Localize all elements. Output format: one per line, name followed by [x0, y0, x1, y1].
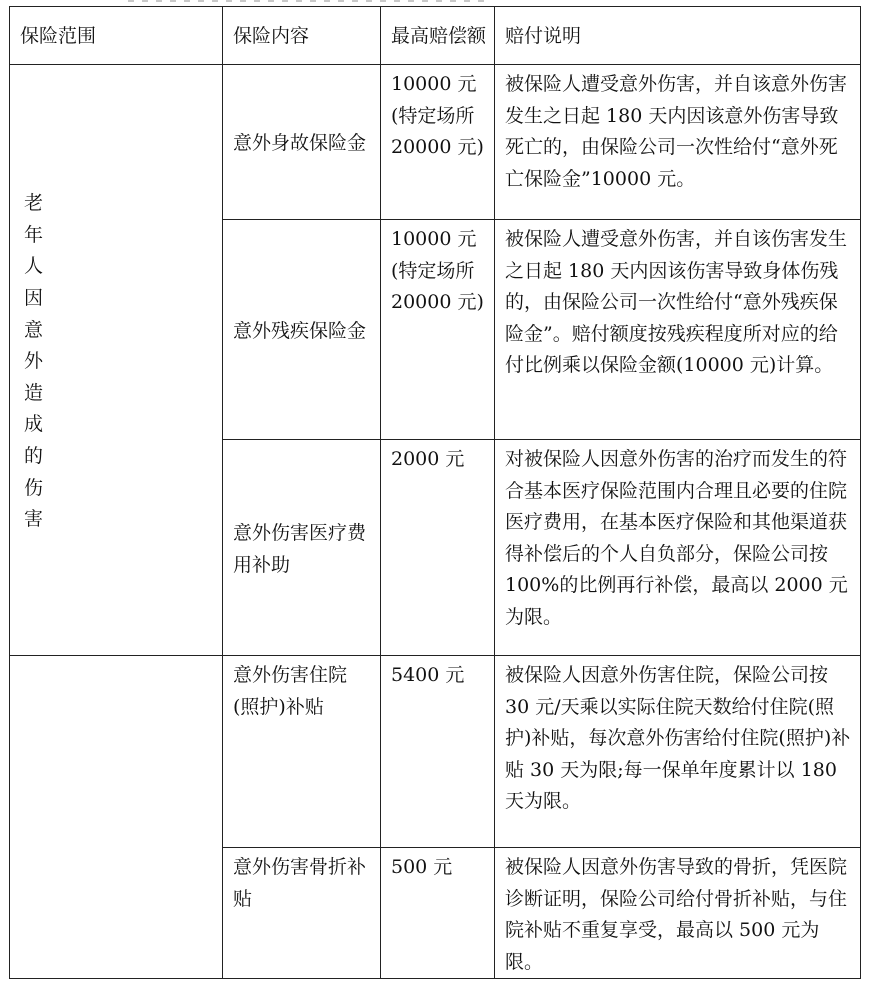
content-cell: 意外身故保险金: [223, 65, 381, 220]
content-cell: 意外伤害住院(照护)补贴: [223, 656, 381, 848]
content-cell: 意外残疾保险金: [223, 220, 381, 440]
description-cell: 被保险人遭受意外伤害，并自该意外伤害发生之日起 180 天内因该意外伤害导致死亡的，由保险公司一次性给付“意外死亡保险金”10000 元。: [495, 65, 861, 220]
content-cell: 意外伤害骨折补贴: [223, 848, 381, 979]
scope-empty-cell: [10, 656, 223, 979]
description-cell: 被保险人因意外伤害住院，保险公司按 30 元/天乘以实际住院天数给付住院(照护)补贴，每次意外伤害给付住院(照护)补贴 30 天为限;每一保单年度累计以 180 天为限。: [495, 656, 861, 848]
header-max-amount-label: 最高赔偿额: [391, 24, 487, 47]
description-cell: 被保险人遭受意外伤害，并自该伤害发生之日起 180 天内因该伤害导致身体伤残的，由保险公司一次性给付“意外残疾保险金”。赔付额度按残疾程度所对应的给付比例乘以保险金额(10000 元)计算。: [495, 220, 861, 440]
content-cell: 意外伤害医疗费用补助: [223, 440, 381, 656]
amount-cell: 5400 元: [381, 656, 495, 848]
amount-cell: 10000 元(特定场所 20000 元): [381, 220, 495, 440]
table-header-row: [10, 7, 861, 65]
insurance-coverage-table: [9, 6, 861, 979]
scope-group-cell: [10, 65, 223, 656]
header-scope: 保险范围: [10, 7, 223, 65]
scope-group-label: 老年人因意外造成的伤害: [24, 192, 44, 531]
header-description: 赔付说明: [495, 7, 861, 65]
description-cell: 对被保险人因意外伤害的治疗而发生的符合基本医疗保险范围内合理且必要的住院医疗费用，在基本医疗保险和其他渠道获得补偿后的个人自负部分，保险公司按 100%的比例再行补偿，最高以 2000 元为限。: [495, 440, 861, 656]
header-content: 保险内容: [223, 7, 381, 65]
amount-cell: 500 元: [381, 848, 495, 979]
amount-cell: 2000 元: [381, 440, 495, 656]
top-dashed-line: [128, 0, 488, 2]
table-row: [10, 656, 861, 848]
amount-cell: 10000 元(特定场所 20000 元): [381, 65, 495, 220]
header-max-amount: [381, 7, 495, 65]
table-row: [10, 65, 861, 220]
description-cell: 被保险人因意外伤害导致的骨折，凭医院诊断证明，保险公司给付骨折补贴，与住院补贴不重复享受，最高以 500 元为限。: [495, 848, 861, 979]
